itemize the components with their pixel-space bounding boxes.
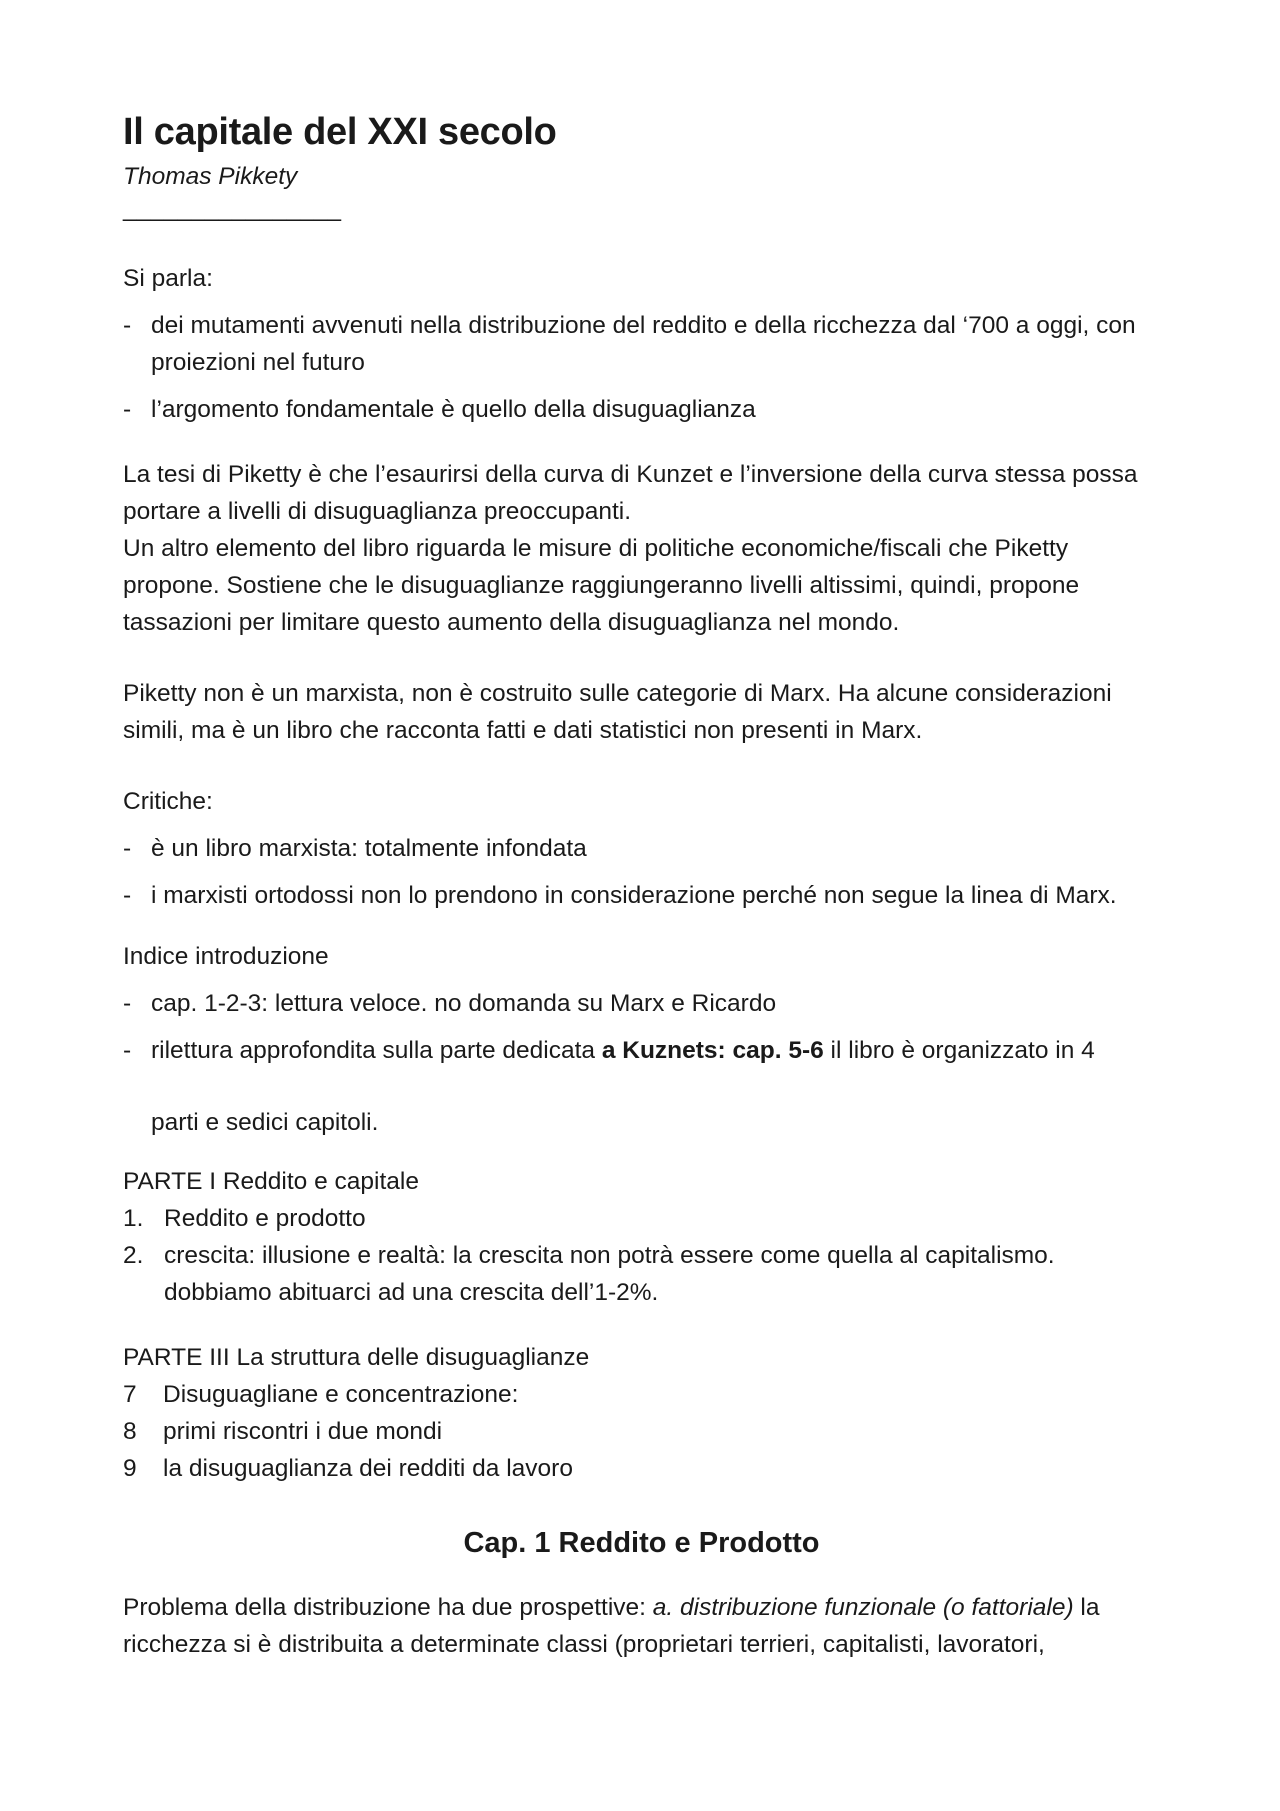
parte1-label: PARTE I Reddito e capitale <box>123 1168 419 1195</box>
document-author: Thomas Pikkety <box>123 163 298 190</box>
list-item: - dei mutamenti avvenuti nella distribuzione del reddito e della ricchezza dal ‘700 a oggi, con proiezioni nel futuro <box>123 307 1160 381</box>
document-title: Il capitale del XXI secolo <box>123 111 557 153</box>
list-number: 9 <box>123 1455 137 1482</box>
intro-list <box>123 307 1160 428</box>
dash-bullet: - <box>123 835 132 862</box>
parte1-list <box>123 1200 1160 1311</box>
list-item: 9 la disuguaglianza dei redditi da lavoro <box>123 1450 1160 1487</box>
list-item: 8 primi riscontri i due mondi <box>123 1413 1160 1450</box>
list-item: 7 Disuguagliane e concentrazione: <box>123 1376 1160 1413</box>
marx-paragraph: Piketty non è un marxista, non è costruito sulle categorie di Marx. Ha alcune considerazioni simili, ma è un libro che racconta fatti e dati statistici non presenti in Marx. <box>123 680 1112 744</box>
policy-paragraph: Un altro elemento del libro riguarda le misure di politiche economiche/fiscali che Piketty propone. Sostiene che le disuguaglianze raggiungeranno livelli altissimi, quindi, propone tassazioni per limitare questo aumento della disuguaglianza nel mondo. <box>123 535 1080 636</box>
chapter-heading: Cap. 1 Reddito e Prodotto <box>463 1527 820 1559</box>
dash-bullet: - <box>123 312 132 339</box>
critiche-label: Critiche: <box>123 788 213 815</box>
chapter-paragraph: Problema della distribuzione ha due prospettive: a. distribuzione funzionale (o fattoriale) la ricchezza si è distribuita a determinate classi (proprietari terrieri, capitalisti, lavoratori, <box>123 1594 1100 1658</box>
list-item: - cap. 1-2-3: lettura veloce. no domanda su Marx e Ricardo <box>123 985 1160 1022</box>
parte3-label: PARTE III La struttura delle disuguaglianze <box>123 1344 590 1371</box>
dash-bullet: - <box>123 990 132 1017</box>
indice-list <box>123 985 1160 1141</box>
kuznets-emphasis: a Kuznets: cap. 5-6 <box>601 1037 824 1064</box>
list-item-continuation: parti e sedici capitoli. <box>151 1109 379 1136</box>
critiche-list <box>123 830 1160 914</box>
thesis-paragraph: La tesi di Piketty è che l’esaurirsi della curva di Kunzet e l’inversione della curva stessa possa portare a livelli di disuguaglianza preoccupanti. <box>123 461 1138 525</box>
list-number: 2. <box>123 1242 144 1269</box>
list-item: 2. crescita: illusione e realtà: la crescita non potrà essere come quella al capitalismo. dobbiamo abituarci ad una crescita dell’1-2%. <box>123 1237 1160 1311</box>
list-item: - i marxisti ortodossi non lo prendono in considerazione perché non segue la linea di Marx. <box>123 877 1160 914</box>
dash-bullet: - <box>123 1037 132 1064</box>
list-number: 8 <box>123 1418 137 1445</box>
indice-label: Indice introduzione <box>123 943 329 970</box>
functional-distribution-emphasis: a. distribuzione funzionale (o fattoriale) <box>652 1594 1074 1621</box>
list-number: 1. <box>123 1205 144 1232</box>
list-number: 7 <box>123 1381 137 1408</box>
title-underline: ________________ <box>123 195 342 222</box>
parte3-list <box>123 1376 1160 1487</box>
list-item: - l’argomento fondamentale è quello della disuguaglianza <box>123 391 1160 428</box>
list-item: - è un libro marxista: totalmente infondata <box>123 830 1160 867</box>
list-item: 1. Reddito e prodotto <box>123 1200 1160 1237</box>
dash-bullet: - <box>123 396 132 423</box>
list-item: - rilettura approfondita sulla parte dedicata a Kuznets: cap. 5-6 il libro è organizzato in 4 parti e sedici capitoli. <box>123 1032 1160 1141</box>
dash-bullet: - <box>123 882 132 909</box>
intro-label: Si parla: <box>123 265 213 292</box>
